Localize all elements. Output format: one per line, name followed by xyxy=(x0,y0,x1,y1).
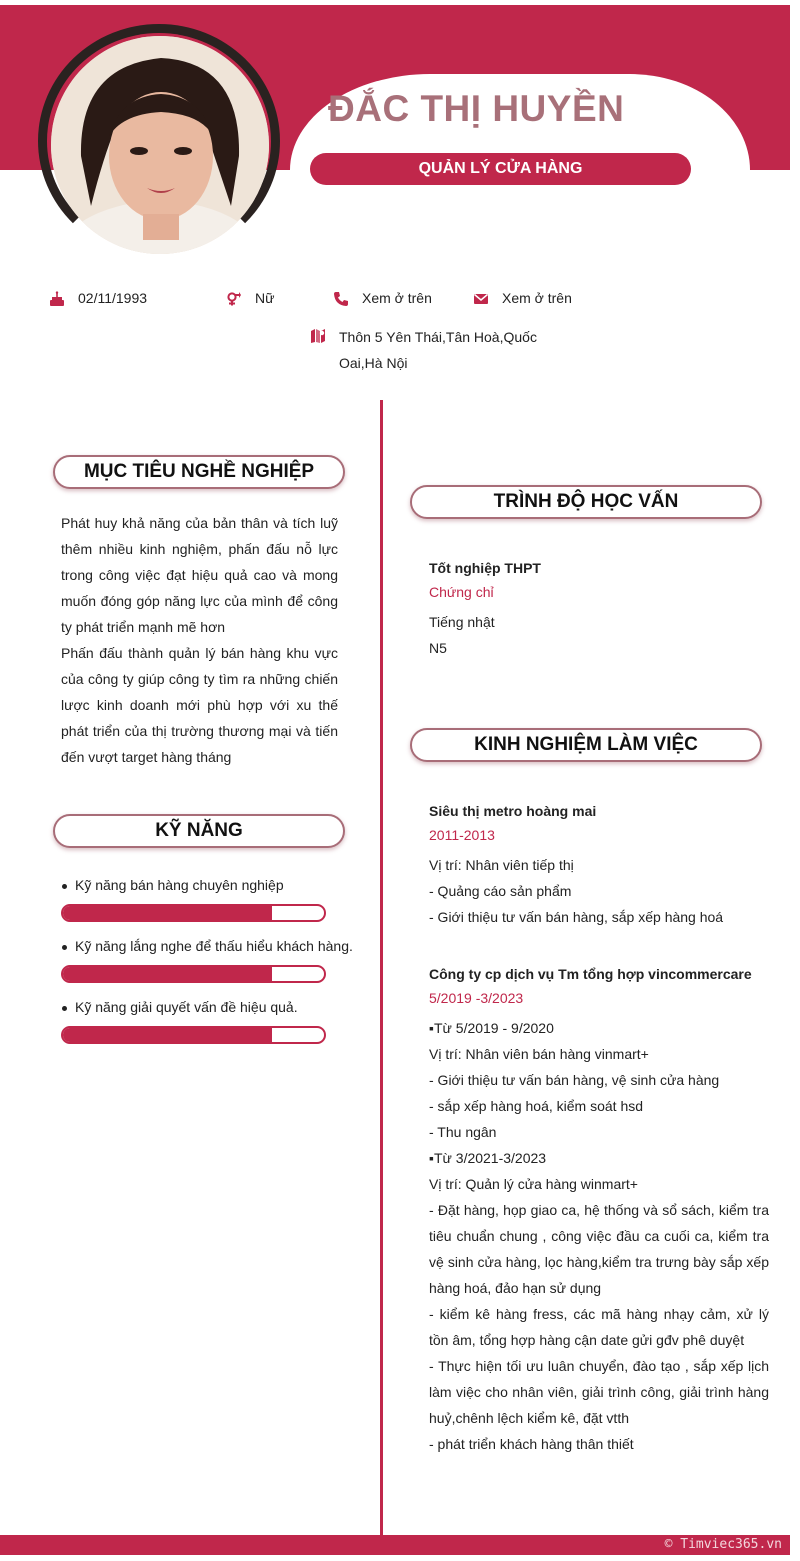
job-line: - sắp xếp hàng hoá, kiểm soát hsd xyxy=(429,1098,644,1114)
avatar xyxy=(51,36,269,254)
job-company: Siêu thị metro hoàng mai xyxy=(429,803,597,819)
email-value: Xem ở trên xyxy=(502,290,572,306)
skill-bar xyxy=(61,1026,326,1044)
birthday-row xyxy=(48,290,147,308)
job-line: Vị trí: Nhân viên tiếp thị xyxy=(429,857,574,873)
job-line: - Giới thiệu tư vấn bán hàng, sắp xếp hàng hoá xyxy=(429,909,724,925)
skill-bar-fill xyxy=(63,967,272,981)
job-period: 2011-2013 xyxy=(429,827,495,843)
education-block xyxy=(429,556,769,661)
skill-item xyxy=(62,877,284,893)
skill-item xyxy=(62,938,353,954)
phone-icon xyxy=(332,290,350,308)
education-line: Tiếng nhật xyxy=(429,614,495,630)
objective-heading: MỤC TIÊU NGHỀ NGHIỆP xyxy=(53,455,345,489)
bullet-icon xyxy=(62,884,67,889)
phone-row xyxy=(332,290,432,308)
education-subtitle: Chứng chỉ xyxy=(429,584,494,600)
mail-icon xyxy=(472,290,490,308)
phone-value: Xem ở trên xyxy=(362,290,432,306)
job-company: Công ty cp dịch vụ Tm tổng hợp vincommercare xyxy=(429,966,752,982)
objective-paragraph: Phát huy khả năng của bản thân và tích luỹ thêm nhiều kinh nghiệm, phấn đấu nỗ lực trong công việc đạt hiệu quả cao và mong muốn đóng góp năng lực của mình để công ty phát triển mạnh mẽ hơn xyxy=(61,515,338,635)
gender-value: Nữ xyxy=(255,290,275,306)
job-line: Vị trí: Quản lý cửa hàng winmart+ xyxy=(429,1176,638,1192)
birthday-value: 02/11/1993 xyxy=(78,290,148,306)
bullet-icon xyxy=(62,1006,67,1011)
education-school: Tốt nghiệp THPT xyxy=(429,560,541,576)
skill-label: Kỹ năng lắng nghe để thấu hiểu khách hàng. xyxy=(75,938,353,954)
candidate-name: ĐẮC THỊ HUYỀN xyxy=(328,88,625,129)
skills-heading: KỸ NĂNG xyxy=(53,814,345,848)
gender-row xyxy=(225,290,274,308)
job-line: - Thực hiện tối ưu luân chuyển, đào tạo , sắp xếp lịch làm việc cho nhân viên, giải trình công, giải trình hàng huỷ,chênh lệch kiểm kê, đặt vtth xyxy=(429,1358,769,1426)
education-heading: TRÌNH ĐỘ HỌC VẤN xyxy=(410,485,762,519)
footer-watermark: © Timviec365.vn xyxy=(664,1537,782,1552)
bullet-icon xyxy=(62,945,67,950)
objective-paragraph: Phấn đấu thành quản lý bán hàng khu vực của công ty giúp công ty tìm ra những chiến lược kinh doanh mới phù hợp với xu thế phát triển của thị trường thương mại và tiến đến vượt target hàng tháng xyxy=(61,645,338,765)
cake-icon xyxy=(48,290,66,308)
gender-icon xyxy=(225,290,243,308)
job-line: ▪Từ 3/2021-3/2023 xyxy=(429,1150,547,1166)
job-line: Vị trí: Nhân viên bán hàng vinmart+ xyxy=(429,1046,649,1062)
skill-bar xyxy=(61,904,326,922)
email-row xyxy=(472,290,572,308)
job-title-badge: QUẢN LÝ CỬA HÀNG xyxy=(310,153,691,185)
skill-label: Kỹ năng bán hàng chuyên nghiệp xyxy=(75,877,284,893)
job-line: - Đặt hàng, họp giao ca, hệ thống và sổ sách, kiểm tra tiêu chuẩn chung , công việc đầu ca cuối ca, kiểm tra vệ sinh cửa hàng, lọc hàng,kiểm tra trưng bày sắp xếp hàng hoá, đảo hạn sử dụng xyxy=(429,1202,769,1296)
job-line: - Quảng cáo sản phẩm xyxy=(429,883,572,899)
job-period: 5/2019 -3/2023 xyxy=(429,990,524,1006)
column-divider xyxy=(380,400,383,1535)
job-entry xyxy=(429,962,769,1457)
job-line: - kiểm kê hàng fress, các mã hàng nhạy cảm, xử lý tồn âm, tổng hợp hàng cận date gửi gđv phê duyệt xyxy=(429,1306,769,1348)
objective-text xyxy=(61,510,338,770)
address-row xyxy=(309,324,539,376)
job-line: ▪Từ 5/2019 - 9/2020 xyxy=(429,1020,554,1036)
experience-heading: KINH NGHIỆM LÀM VIỆC xyxy=(410,728,762,762)
job-line: - phát triển khách hàng thân thiết xyxy=(429,1436,634,1452)
job-line: - Thu ngân xyxy=(429,1124,497,1140)
address-value: Thôn 5 Yên Thái,Tân Hoà,Quốc Oai,Hà Nội xyxy=(339,329,537,371)
skill-bar-fill xyxy=(63,906,272,920)
avatar-photo xyxy=(51,36,269,254)
skill-item xyxy=(62,999,298,1015)
map-marker-icon xyxy=(309,327,327,345)
skill-bar-fill xyxy=(63,1028,272,1042)
skill-label: Kỹ năng giải quyết vấn đề hiệu quả. xyxy=(75,999,298,1015)
education-line: N5 xyxy=(429,640,447,656)
job-entry xyxy=(429,799,769,930)
job-line: - Giới thiệu tư vấn bán hàng, vệ sinh cửa hàng xyxy=(429,1072,720,1088)
skill-bar xyxy=(61,965,326,983)
